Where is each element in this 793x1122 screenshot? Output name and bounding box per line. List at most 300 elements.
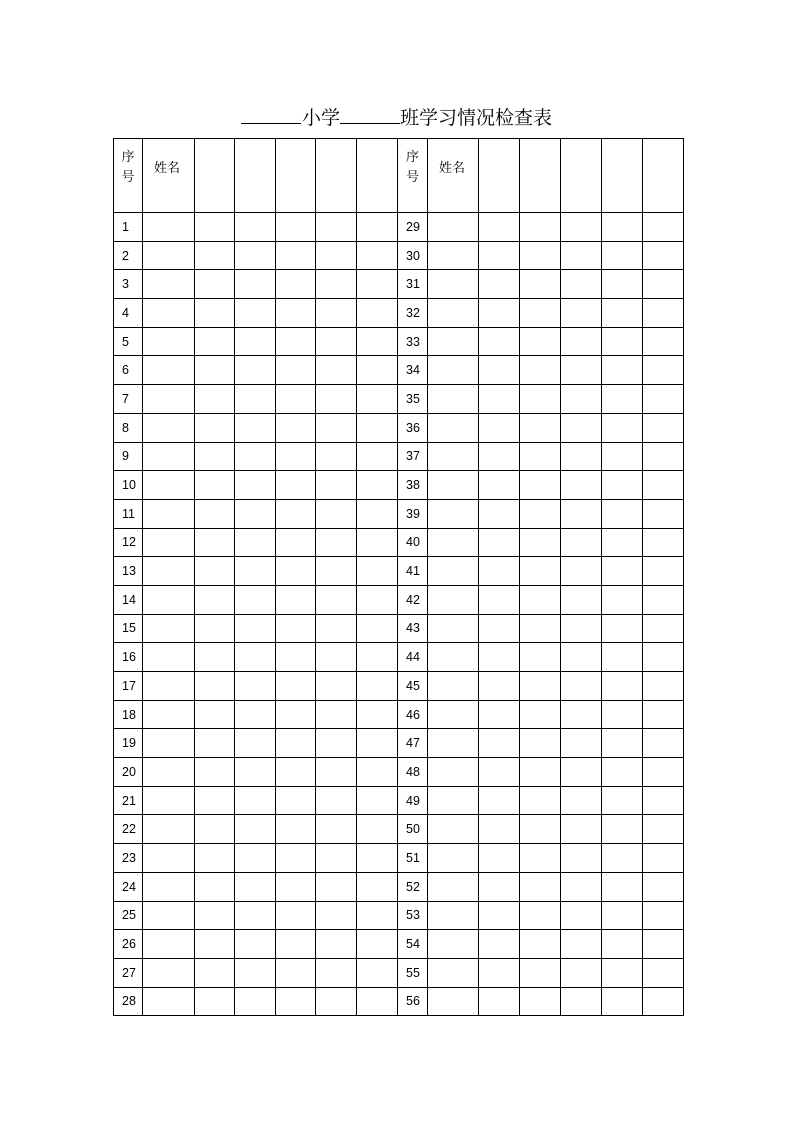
name-cell-right[interactable] xyxy=(428,471,479,500)
check-cell[interactable] xyxy=(276,213,316,242)
check-cell[interactable] xyxy=(276,241,316,270)
check-cell[interactable] xyxy=(276,901,316,930)
check-cell[interactable] xyxy=(316,815,357,844)
check-cell[interactable] xyxy=(479,213,520,242)
check-cell[interactable] xyxy=(643,471,684,500)
check-cell[interactable] xyxy=(276,442,316,471)
check-cell[interactable] xyxy=(316,385,357,414)
name-cell-right[interactable] xyxy=(428,987,479,1016)
check-cell[interactable] xyxy=(316,270,357,299)
check-cell[interactable] xyxy=(276,413,316,442)
check-cell[interactable] xyxy=(276,471,316,500)
check-cell[interactable] xyxy=(520,786,561,815)
header-blank-cell[interactable] xyxy=(643,139,684,213)
check-cell[interactable] xyxy=(235,442,276,471)
check-cell[interactable] xyxy=(561,499,602,528)
name-cell-left[interactable] xyxy=(143,729,195,758)
check-cell[interactable] xyxy=(316,958,357,987)
check-cell[interactable] xyxy=(561,614,602,643)
check-cell[interactable] xyxy=(479,442,520,471)
check-cell[interactable] xyxy=(235,901,276,930)
check-cell[interactable] xyxy=(195,700,235,729)
check-cell[interactable] xyxy=(195,471,235,500)
check-cell[interactable] xyxy=(561,987,602,1016)
check-cell[interactable] xyxy=(316,499,357,528)
check-cell[interactable] xyxy=(602,987,643,1016)
check-cell[interactable] xyxy=(479,815,520,844)
check-cell[interactable] xyxy=(602,557,643,586)
check-cell[interactable] xyxy=(643,700,684,729)
name-cell-left[interactable] xyxy=(143,700,195,729)
check-cell[interactable] xyxy=(520,213,561,242)
name-cell-right[interactable] xyxy=(428,356,479,385)
check-cell[interactable] xyxy=(357,385,398,414)
check-cell[interactable] xyxy=(520,815,561,844)
check-cell[interactable] xyxy=(276,958,316,987)
name-cell-right[interactable] xyxy=(428,700,479,729)
check-cell[interactable] xyxy=(276,385,316,414)
check-cell[interactable] xyxy=(195,327,235,356)
check-cell[interactable] xyxy=(520,270,561,299)
check-cell[interactable] xyxy=(316,643,357,672)
check-cell[interactable] xyxy=(561,471,602,500)
check-cell[interactable] xyxy=(357,413,398,442)
check-cell[interactable] xyxy=(643,270,684,299)
header-blank-cell[interactable] xyxy=(602,139,643,213)
check-cell[interactable] xyxy=(357,442,398,471)
name-cell-left[interactable] xyxy=(143,241,195,270)
check-cell[interactable] xyxy=(643,987,684,1016)
check-cell[interactable] xyxy=(479,872,520,901)
name-cell-left[interactable] xyxy=(143,385,195,414)
check-cell[interactable] xyxy=(195,872,235,901)
check-cell[interactable] xyxy=(316,729,357,758)
check-cell[interactable] xyxy=(561,213,602,242)
check-cell[interactable] xyxy=(195,643,235,672)
name-cell-right[interactable] xyxy=(428,585,479,614)
check-cell[interactable] xyxy=(520,327,561,356)
check-cell[interactable] xyxy=(195,844,235,873)
check-cell[interactable] xyxy=(643,930,684,959)
check-cell[interactable] xyxy=(195,270,235,299)
check-cell[interactable] xyxy=(643,327,684,356)
check-cell[interactable] xyxy=(643,241,684,270)
check-cell[interactable] xyxy=(276,872,316,901)
check-cell[interactable] xyxy=(561,270,602,299)
check-cell[interactable] xyxy=(276,643,316,672)
check-cell[interactable] xyxy=(520,299,561,328)
check-cell[interactable] xyxy=(561,241,602,270)
check-cell[interactable] xyxy=(357,758,398,787)
check-cell[interactable] xyxy=(316,786,357,815)
check-cell[interactable] xyxy=(235,844,276,873)
check-cell[interactable] xyxy=(357,729,398,758)
check-cell[interactable] xyxy=(479,327,520,356)
name-cell-right[interactable] xyxy=(428,299,479,328)
check-cell[interactable] xyxy=(235,356,276,385)
check-cell[interactable] xyxy=(520,672,561,701)
check-cell[interactable] xyxy=(643,901,684,930)
check-cell[interactable] xyxy=(235,758,276,787)
check-cell[interactable] xyxy=(561,356,602,385)
check-cell[interactable] xyxy=(643,413,684,442)
check-cell[interactable] xyxy=(602,815,643,844)
check-cell[interactable] xyxy=(235,872,276,901)
name-cell-right[interactable] xyxy=(428,241,479,270)
check-cell[interactable] xyxy=(357,356,398,385)
check-cell[interactable] xyxy=(276,672,316,701)
check-cell[interactable] xyxy=(520,385,561,414)
check-cell[interactable] xyxy=(561,700,602,729)
header-blank-cell[interactable] xyxy=(479,139,520,213)
check-cell[interactable] xyxy=(561,786,602,815)
name-cell-right[interactable] xyxy=(428,270,479,299)
check-cell[interactable] xyxy=(316,585,357,614)
check-cell[interactable] xyxy=(602,471,643,500)
check-cell[interactable] xyxy=(479,241,520,270)
check-cell[interactable] xyxy=(479,901,520,930)
check-cell[interactable] xyxy=(195,758,235,787)
check-cell[interactable] xyxy=(520,729,561,758)
header-blank-cell[interactable] xyxy=(316,139,357,213)
check-cell[interactable] xyxy=(602,872,643,901)
check-cell[interactable] xyxy=(561,557,602,586)
check-cell[interactable] xyxy=(316,844,357,873)
name-cell-right[interactable] xyxy=(428,672,479,701)
check-cell[interactable] xyxy=(357,241,398,270)
header-blank-cell[interactable] xyxy=(195,139,235,213)
check-cell[interactable] xyxy=(561,930,602,959)
check-cell[interactable] xyxy=(520,643,561,672)
check-cell[interactable] xyxy=(479,557,520,586)
check-cell[interactable] xyxy=(357,786,398,815)
check-cell[interactable] xyxy=(235,385,276,414)
check-cell[interactable] xyxy=(520,442,561,471)
check-cell[interactable] xyxy=(520,872,561,901)
check-cell[interactable] xyxy=(235,815,276,844)
name-cell-right[interactable] xyxy=(428,844,479,873)
check-cell[interactable] xyxy=(520,930,561,959)
check-cell[interactable] xyxy=(520,557,561,586)
check-cell[interactable] xyxy=(357,672,398,701)
check-cell[interactable] xyxy=(235,241,276,270)
check-cell[interactable] xyxy=(195,241,235,270)
name-cell-left[interactable] xyxy=(143,958,195,987)
check-cell[interactable] xyxy=(479,385,520,414)
check-cell[interactable] xyxy=(316,901,357,930)
check-cell[interactable] xyxy=(643,758,684,787)
name-cell-left[interactable] xyxy=(143,901,195,930)
check-cell[interactable] xyxy=(643,844,684,873)
check-cell[interactable] xyxy=(195,786,235,815)
check-cell[interactable] xyxy=(276,270,316,299)
check-cell[interactable] xyxy=(235,987,276,1016)
check-cell[interactable] xyxy=(235,413,276,442)
check-cell[interactable] xyxy=(479,786,520,815)
check-cell[interactable] xyxy=(520,758,561,787)
check-cell[interactable] xyxy=(235,557,276,586)
check-cell[interactable] xyxy=(316,299,357,328)
name-cell-left[interactable] xyxy=(143,643,195,672)
check-cell[interactable] xyxy=(643,356,684,385)
name-cell-left[interactable] xyxy=(143,413,195,442)
check-cell[interactable] xyxy=(357,844,398,873)
class-name-blank[interactable] xyxy=(340,103,400,124)
check-cell[interactable] xyxy=(235,786,276,815)
check-cell[interactable] xyxy=(520,499,561,528)
check-cell[interactable] xyxy=(357,499,398,528)
check-cell[interactable] xyxy=(357,213,398,242)
check-cell[interactable] xyxy=(316,241,357,270)
check-cell[interactable] xyxy=(602,327,643,356)
check-cell[interactable] xyxy=(195,413,235,442)
name-cell-right[interactable] xyxy=(428,557,479,586)
check-cell[interactable] xyxy=(235,930,276,959)
name-cell-right[interactable] xyxy=(428,901,479,930)
check-cell[interactable] xyxy=(479,413,520,442)
check-cell[interactable] xyxy=(195,958,235,987)
check-cell[interactable] xyxy=(357,643,398,672)
check-cell[interactable] xyxy=(195,356,235,385)
check-cell[interactable] xyxy=(276,528,316,557)
check-cell[interactable] xyxy=(276,327,316,356)
check-cell[interactable] xyxy=(520,844,561,873)
check-cell[interactable] xyxy=(602,672,643,701)
name-cell-left[interactable] xyxy=(143,815,195,844)
check-cell[interactable] xyxy=(561,758,602,787)
check-cell[interactable] xyxy=(561,901,602,930)
check-cell[interactable] xyxy=(235,672,276,701)
check-cell[interactable] xyxy=(561,815,602,844)
check-cell[interactable] xyxy=(561,385,602,414)
check-cell[interactable] xyxy=(195,528,235,557)
check-cell[interactable] xyxy=(276,614,316,643)
check-cell[interactable] xyxy=(561,442,602,471)
check-cell[interactable] xyxy=(561,528,602,557)
check-cell[interactable] xyxy=(316,471,357,500)
name-cell-left[interactable] xyxy=(143,614,195,643)
check-cell[interactable] xyxy=(235,299,276,328)
check-cell[interactable] xyxy=(276,786,316,815)
check-cell[interactable] xyxy=(235,270,276,299)
check-cell[interactable] xyxy=(561,299,602,328)
name-cell-left[interactable] xyxy=(143,471,195,500)
check-cell[interactable] xyxy=(602,700,643,729)
check-cell[interactable] xyxy=(357,471,398,500)
check-cell[interactable] xyxy=(195,299,235,328)
check-cell[interactable] xyxy=(316,327,357,356)
check-cell[interactable] xyxy=(235,585,276,614)
check-cell[interactable] xyxy=(195,901,235,930)
check-cell[interactable] xyxy=(643,585,684,614)
check-cell[interactable] xyxy=(357,557,398,586)
school-name-blank[interactable] xyxy=(241,103,301,124)
check-cell[interactable] xyxy=(602,442,643,471)
name-cell-left[interactable] xyxy=(143,557,195,586)
check-cell[interactable] xyxy=(479,758,520,787)
name-cell-right[interactable] xyxy=(428,528,479,557)
check-cell[interactable] xyxy=(561,672,602,701)
name-cell-right[interactable] xyxy=(428,385,479,414)
check-cell[interactable] xyxy=(357,815,398,844)
check-cell[interactable] xyxy=(479,643,520,672)
name-cell-right[interactable] xyxy=(428,614,479,643)
name-cell-right[interactable] xyxy=(428,413,479,442)
header-blank-cell[interactable] xyxy=(276,139,316,213)
check-cell[interactable] xyxy=(602,528,643,557)
check-cell[interactable] xyxy=(479,299,520,328)
check-cell[interactable] xyxy=(195,729,235,758)
check-cell[interactable] xyxy=(276,299,316,328)
check-cell[interactable] xyxy=(357,299,398,328)
check-cell[interactable] xyxy=(195,442,235,471)
check-cell[interactable] xyxy=(602,729,643,758)
check-cell[interactable] xyxy=(357,901,398,930)
check-cell[interactable] xyxy=(520,987,561,1016)
check-cell[interactable] xyxy=(316,987,357,1016)
check-cell[interactable] xyxy=(276,987,316,1016)
check-cell[interactable] xyxy=(195,987,235,1016)
check-cell[interactable] xyxy=(276,499,316,528)
check-cell[interactable] xyxy=(479,499,520,528)
name-cell-left[interactable] xyxy=(143,786,195,815)
name-cell-right[interactable] xyxy=(428,758,479,787)
check-cell[interactable] xyxy=(316,213,357,242)
check-cell[interactable] xyxy=(602,585,643,614)
check-cell[interactable] xyxy=(195,930,235,959)
name-cell-left[interactable] xyxy=(143,213,195,242)
check-cell[interactable] xyxy=(316,872,357,901)
header-blank-cell[interactable] xyxy=(357,139,398,213)
check-cell[interactable] xyxy=(479,672,520,701)
check-cell[interactable] xyxy=(195,213,235,242)
check-cell[interactable] xyxy=(602,758,643,787)
check-cell[interactable] xyxy=(276,815,316,844)
check-cell[interactable] xyxy=(520,901,561,930)
check-cell[interactable] xyxy=(479,729,520,758)
name-cell-right[interactable] xyxy=(428,786,479,815)
check-cell[interactable] xyxy=(195,385,235,414)
check-cell[interactable] xyxy=(316,528,357,557)
check-cell[interactable] xyxy=(235,958,276,987)
check-cell[interactable] xyxy=(316,930,357,959)
check-cell[interactable] xyxy=(643,614,684,643)
check-cell[interactable] xyxy=(357,930,398,959)
check-cell[interactable] xyxy=(195,499,235,528)
name-cell-right[interactable] xyxy=(428,729,479,758)
check-cell[interactable] xyxy=(643,557,684,586)
name-cell-left[interactable] xyxy=(143,270,195,299)
check-cell[interactable] xyxy=(520,413,561,442)
check-cell[interactable] xyxy=(479,270,520,299)
check-cell[interactable] xyxy=(520,241,561,270)
check-cell[interactable] xyxy=(276,585,316,614)
name-cell-left[interactable] xyxy=(143,987,195,1016)
check-cell[interactable] xyxy=(357,585,398,614)
check-cell[interactable] xyxy=(479,614,520,643)
check-cell[interactable] xyxy=(602,385,643,414)
check-cell[interactable] xyxy=(195,585,235,614)
header-blank-cell[interactable] xyxy=(561,139,602,213)
check-cell[interactable] xyxy=(602,958,643,987)
name-cell-left[interactable] xyxy=(143,872,195,901)
header-blank-cell[interactable] xyxy=(520,139,561,213)
check-cell[interactable] xyxy=(479,356,520,385)
check-cell[interactable] xyxy=(235,471,276,500)
name-cell-left[interactable] xyxy=(143,528,195,557)
check-cell[interactable] xyxy=(316,672,357,701)
name-cell-right[interactable] xyxy=(428,643,479,672)
check-cell[interactable] xyxy=(520,585,561,614)
check-cell[interactable] xyxy=(602,499,643,528)
check-cell[interactable] xyxy=(357,614,398,643)
check-cell[interactable] xyxy=(602,356,643,385)
check-cell[interactable] xyxy=(561,643,602,672)
check-cell[interactable] xyxy=(195,815,235,844)
check-cell[interactable] xyxy=(276,844,316,873)
check-cell[interactable] xyxy=(561,327,602,356)
check-cell[interactable] xyxy=(561,729,602,758)
check-cell[interactable] xyxy=(602,213,643,242)
name-cell-left[interactable] xyxy=(143,844,195,873)
check-cell[interactable] xyxy=(643,442,684,471)
check-cell[interactable] xyxy=(643,499,684,528)
name-cell-left[interactable] xyxy=(143,758,195,787)
check-cell[interactable] xyxy=(357,270,398,299)
check-cell[interactable] xyxy=(602,643,643,672)
check-cell[interactable] xyxy=(643,958,684,987)
check-cell[interactable] xyxy=(520,700,561,729)
name-cell-left[interactable] xyxy=(143,327,195,356)
check-cell[interactable] xyxy=(643,299,684,328)
name-cell-right[interactable] xyxy=(428,327,479,356)
name-cell-left[interactable] xyxy=(143,930,195,959)
check-cell[interactable] xyxy=(602,844,643,873)
check-cell[interactable] xyxy=(357,958,398,987)
name-cell-right[interactable] xyxy=(428,958,479,987)
name-cell-right[interactable] xyxy=(428,930,479,959)
check-cell[interactable] xyxy=(316,356,357,385)
name-cell-left[interactable] xyxy=(143,585,195,614)
check-cell[interactable] xyxy=(316,700,357,729)
check-cell[interactable] xyxy=(479,844,520,873)
check-cell[interactable] xyxy=(643,672,684,701)
check-cell[interactable] xyxy=(643,872,684,901)
check-cell[interactable] xyxy=(357,327,398,356)
check-cell[interactable] xyxy=(643,729,684,758)
check-cell[interactable] xyxy=(276,729,316,758)
check-cell[interactable] xyxy=(357,700,398,729)
name-cell-left[interactable] xyxy=(143,499,195,528)
check-cell[interactable] xyxy=(643,528,684,557)
check-cell[interactable] xyxy=(561,844,602,873)
check-cell[interactable] xyxy=(602,930,643,959)
check-cell[interactable] xyxy=(479,528,520,557)
check-cell[interactable] xyxy=(479,585,520,614)
name-cell-left[interactable] xyxy=(143,442,195,471)
check-cell[interactable] xyxy=(316,413,357,442)
check-cell[interactable] xyxy=(479,700,520,729)
name-cell-right[interactable] xyxy=(428,872,479,901)
check-cell[interactable] xyxy=(520,614,561,643)
check-cell[interactable] xyxy=(195,672,235,701)
check-cell[interactable] xyxy=(357,987,398,1016)
check-cell[interactable] xyxy=(195,557,235,586)
check-cell[interactable] xyxy=(235,700,276,729)
check-cell[interactable] xyxy=(520,528,561,557)
header-blank-cell[interactable] xyxy=(235,139,276,213)
check-cell[interactable] xyxy=(520,356,561,385)
